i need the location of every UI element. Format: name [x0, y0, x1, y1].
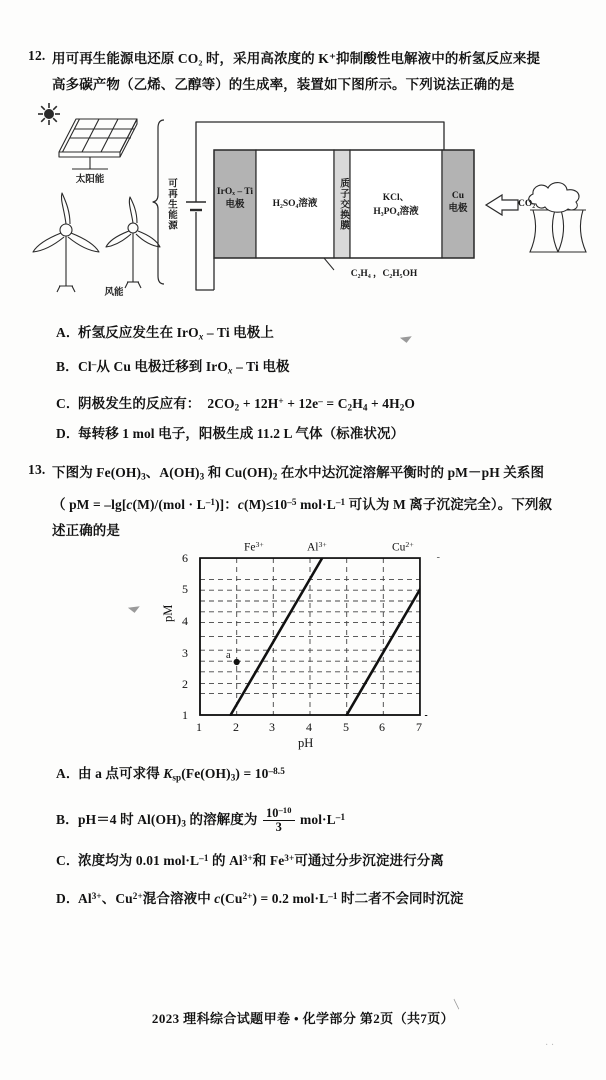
wind-turbine-icon-2 — [106, 197, 160, 288]
question-12-stem-line-2: 高多碳产物（乙烯、乙醇等）的生成率，装置如下图所示。下列说法正确的是 — [52, 77, 515, 92]
q13-option-a-letter: A． — [56, 766, 80, 782]
question-12-number: 12. — [28, 48, 46, 63]
question-12-option-c[interactable]: C．阴极发生的反应有： $2CO_2 + 12H^+ + 12e^- = C_2H_4 + 4H_2O$ — [56, 390, 415, 418]
question-13-option-c[interactable]: C．浓度均为 0.01 $mol\cdot L^{-1}$ 的 $Al^{3+}$和 $Fe^{3+}$可通过分步沉淀进行分离 — [56, 847, 444, 872]
y-tick-1: 1 — [182, 708, 188, 722]
solar-energy-label: 太阳能 — [75, 175, 105, 185]
y-tick-4: 4 — [182, 614, 188, 628]
renewable-source-label: 可再生能源 — [166, 177, 176, 231]
x-tick-1: 1 — [196, 720, 202, 734]
sun-icon — [38, 103, 60, 125]
renewable-source-brace — [153, 120, 164, 284]
question-13-stem-line-3: 述正确的是 — [52, 523, 120, 539]
electrolysis-device-figure — [24, 100, 588, 300]
annotation-point-a-marker — [234, 659, 240, 665]
scan-artifact-1: ◢ — [398, 329, 413, 345]
option-b-letter: B． — [56, 359, 79, 375]
solar-panel-icon — [59, 119, 137, 169]
x-axis-label: pH — [298, 736, 314, 750]
q13-option-b-letter: B． — [56, 812, 79, 828]
question-12-stem — [52, 46, 580, 98]
question-13-option-a[interactable]: A．由 a 点可求得 $K_{sp}(Fe(OH)_3) = 10^{-8.5}$ — [56, 760, 285, 788]
annotation-point-a-label: a — [226, 650, 231, 661]
y-tick-5: 5 — [182, 582, 188, 596]
wind-turbine-icon — [33, 193, 99, 292]
question-13-option-d[interactable]: D．$Al^{3+}$、$Cu^{2+}$混合溶液中 $c(Cu^{2+}) = 0.2$ $mol\cdot L^{-1}$ 时二者不会同时沉淀 — [56, 885, 463, 910]
x-tick-7: 7 — [416, 720, 422, 734]
question-13-option-b[interactable]: B．pH＝4 时 $Al(OH)_3$ 的溶解度为 $\frac{10^{-10}}{3}$ $mol\cdot L^{-1}$ — [56, 805, 346, 834]
catholyte-label-line-2: H₃PO₄溶液 — [373, 207, 419, 217]
wind-energy-label: 风能 — [104, 288, 124, 298]
pm-ph-chart — [160, 540, 460, 755]
q13-option-c-letter: C． — [56, 853, 80, 869]
x-tick-5: 5 — [343, 720, 349, 734]
question-12-option-a[interactable]: A．析氢反应发生在 IrO$_x$ – Ti 电极上 — [56, 322, 274, 347]
x-tick-4: 4 — [306, 720, 312, 734]
series-label-fe3: $Fe^{3+}$ — [244, 540, 264, 554]
option-c-letter: C． — [56, 396, 80, 412]
question-13-stem-line-1: 下图为 $Fe(OH)_3$、$A(OH)_3$ 和 $Cu(OH)_2$ 在水中达沉淀溶解平衡时的 pM－pH 关系图 — [52, 465, 545, 482]
cathode-label-line-2: 电极 — [448, 204, 468, 214]
products-label: C₂H₄ ，C₂H₅OH — [350, 269, 418, 279]
question-13-stem — [52, 460, 584, 544]
co2-inlet-label: CO₂ — [518, 199, 536, 209]
cathode-label-line-1: Cu — [451, 191, 465, 201]
anode-label-line-1: IrOₓ – Ti — [216, 187, 254, 197]
option-a-letter: A． — [56, 325, 80, 340]
y-tick-3: 3 — [182, 646, 188, 660]
anode-label-line-2: 电极 — [225, 200, 245, 210]
y-tick-6: 6 — [182, 551, 188, 565]
page-footer: 2023 理科综合试题甲卷 • 化学部分 第2页（共7页） — [151, 1011, 455, 1026]
question-12-option-d[interactable]: D．每转移 1 mol 电子，阳极生成 11.2 L 气体（标准状况） — [56, 423, 404, 445]
x-tick-2: 2 — [233, 720, 239, 734]
cooling-towers-icon — [530, 210, 586, 252]
x-tick-3: 3 — [269, 720, 275, 734]
scan-artifact-4: · · — [545, 1040, 555, 1051]
scan-artifact-3: / — [449, 997, 465, 1013]
catholyte-compartment — [350, 150, 442, 258]
series-label-al3: $Al^{3+}$ — [307, 540, 327, 554]
anolyte-label: H₂SO₄溶液 — [272, 199, 318, 209]
chart-gridlines — [200, 558, 420, 715]
scan-artifact-2: ◢ — [126, 599, 141, 615]
question-13-stem-line-2: （ pM = $-\lg[c(M)/(mol \cdot L^{-1})]$：$c(M)\le 10^{-5}$ $mol\cdot L^{-1}$ 可认为 M 离子沉淀完全）。下列叙 — [52, 497, 553, 513]
series-label-cu2: $Cu^{2+}$ — [392, 540, 414, 554]
solubility-fraction: $\frac{10^{-10}}{3}$ — [263, 806, 295, 834]
option-d-letter: D． — [56, 426, 80, 441]
y-tick-2: 2 — [182, 677, 188, 691]
co2-inlet-arrow — [486, 195, 518, 215]
y-axis-label: pM — [161, 604, 175, 622]
membrane-label: 质子交换膜 — [338, 177, 348, 231]
x-tick-6: 6 — [379, 720, 385, 734]
question-12-option-b[interactable]: B．Cl–从 Cu 电极迁移到 IrO$_x$ – Ti 电极 — [56, 353, 290, 381]
q13-option-d-letter: D． — [56, 891, 80, 907]
question-12-stem-line-1: 用可再生能源电还原 CO₂ 时，采用高浓度的 K⁺抑制酸性电解液中的析氢反应来提 — [52, 51, 541, 66]
question-13-number: 13. — [28, 462, 46, 477]
catholyte-label-line-1: KCl、 — [382, 193, 410, 203]
